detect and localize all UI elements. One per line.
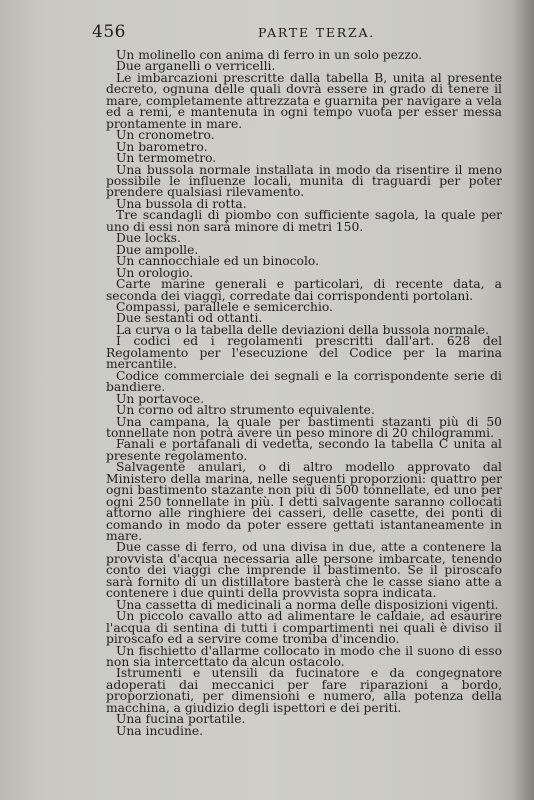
paragraph: Due arganelli o verricelli. [116, 59, 276, 74]
paragraph: Fanali e portafanali di vedetta, secondo la tabella C unita al presente regolamento. [106, 437, 502, 463]
paragraph: Carte marine generali e particolari, di recente data, a seconda dei viaggi, corredate dai corrispondenti portolani. [106, 277, 502, 303]
page-number: 456 [92, 22, 126, 42]
body-text [106, 50, 502, 737]
paragraph: Una campana, la quale per bastimenti stazanti più di 50 tonnellate non potrà avere un peso minore di 20 chilogrammi. [106, 414, 502, 440]
paragraph: Due ampolle. [116, 242, 199, 257]
paragraph: Un cannocchiale ed un binocolo. [116, 254, 319, 269]
paragraph: Due locks. [116, 231, 181, 246]
paragraph: Un piccolo cavallo atto ad alimentare le caldaie, ad esaurire l'acqua di sentina di tutti i compartimenti nei quali è diviso il piroscafo ed a servire come tromba d'incendio. [106, 609, 502, 647]
paragraph: Un barometro. [116, 139, 208, 154]
page-header [0, 22, 534, 44]
paragraph: Compassi, parallele e semicerchio. [116, 299, 333, 314]
paragraph: Tre scandagli di piombo con sufficiente sagola, la quale per uno di essi non sarà minore di metri 150. [106, 208, 502, 234]
running-head: PARTE TERZA. [258, 25, 376, 40]
paragraph: Istrumenti e utensili da fucinatore e da congegnatore adoperati dai meccanici per fare riparazioni a bordo, proporzionati, per dimensioni e numero, alla potenza della macchina, a giudizio degli ispettori e dei periti. [106, 666, 502, 715]
paragraph: Una bussola normale installata in modo da risentire il meno possibile le influenze locali, munita di traguardi per poter prendere qualsiasi rilevamento. [106, 162, 502, 200]
paragraph: Una incudine. [116, 723, 204, 738]
paragraph: Le imbarcazioni prescritte dalla tabella B, unita al presente decreto, ognuna delle quali dovrà essere in grado di tenere il mare, completamente attrezzata e guarnita per navigare a vela ed a remi, e mantenuta in ogni tempo vuota per esser messa prontamente in mare. [106, 70, 502, 131]
paragraph: Un termometro. [116, 151, 217, 166]
paragraph: Un corno od altro strumento equivalente. [116, 403, 375, 418]
paragraph: Codice commerciale dei segnali e la corrispondente serie di bandiere. [106, 368, 502, 395]
paragraph: Una fucina portatile. [116, 712, 246, 727]
paragraph: Due sestanti od ottanti. [116, 311, 263, 326]
paragraph: La curva o la tabella delle deviazioni della bussola normale. [116, 322, 489, 337]
paragraph: I codici ed i regolamenti prescritti dall'art. 628 del Regolamento per l'esecuzione del Codice per la marina mercantile. [106, 334, 502, 372]
paragraph: Un fischietto d'allarme collocato in modo che il suono di esso non sia intercettato da alcun ostacolo. [106, 643, 502, 670]
paragraph: Un molinello con anima di ferro in un solo pezzo. [116, 48, 422, 62]
paragraph: Una cassetta di medicinali a norma delle disposizioni vigenti. [116, 597, 499, 612]
paragraph: Due casse di ferro, od una divisa in due, atte a contenere la provvista d'acqua necessaria alle persone imbarcate, tenendo conto dei viaggi che imprende il bastimento. Se il piroscafo sarà fornito di un distillatore basterà che le casse siano atte a contenere i due quinti della provvista sopra indicata. [106, 540, 502, 601]
paragraph: Un cronometro. [116, 128, 215, 143]
paragraph: Un orologio. [116, 265, 194, 280]
paragraph: Salvagente anulari, o di altro modello approvato dal Ministero della marina, nelle seguenti proporzioni: quattro per ogni bastimento stazante non più di 500 tonnellate, ed uno per ogni 250 tonnellate in più. I detti salvagente saranno collocati attorno alle ringhiere dei casseri, delle casette, dei ponti di comando in modo da poter essere gettati istantaneamente in mare. [106, 460, 502, 544]
paragraph: Un portavoce. [116, 391, 205, 406]
paragraph: Una bussola di rotta. [116, 196, 247, 211]
